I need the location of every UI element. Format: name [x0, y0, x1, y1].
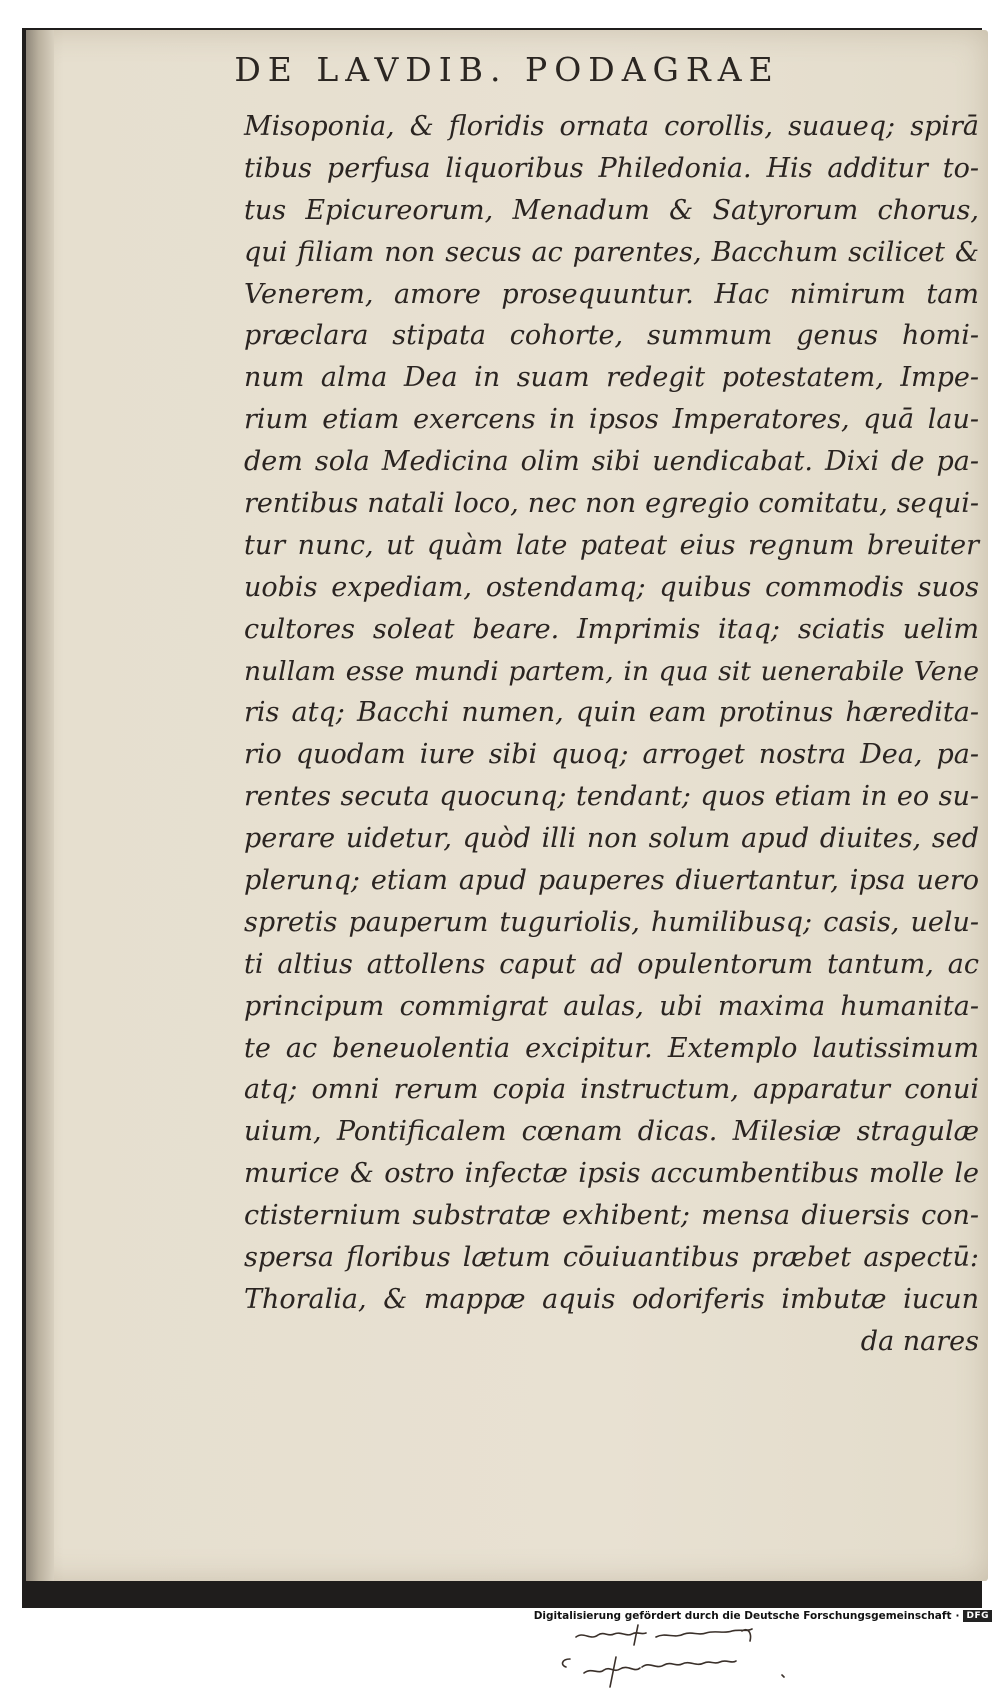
text-line: atq; omni rerum copia instructum, apparatur conui — [244, 1074, 979, 1106]
text-line: spretis pauperum tuguriolis, humilibusq; casis, uelu- — [244, 906, 979, 938]
text-line: rio quodam iure sibi quoq; arroget nostra Dea, pa- — [244, 739, 979, 771]
page-gutter — [26, 30, 54, 1581]
text-line: nullam esse mundi partem, in qua sit uenerabile Vene — [244, 655, 979, 687]
text-line: tibus perfusa liquoribus Philedonia. His additur to- — [244, 152, 979, 184]
digitization-credit — [534, 1607, 992, 1625]
text-line: tus Epicureorum, Menadum & Satyrorum chorus, — [244, 194, 979, 226]
text-line: plerunq; etiam apud pauperes diuertantur, ipsa uero — [244, 865, 979, 897]
text-line: rentibus natali loco, nec non egregio comitatu, sequi- — [244, 488, 979, 520]
text-line: perare uidetur, quòd illi non solum apud diuites, sed — [244, 823, 979, 855]
text-line: Venerem, amore prosequuntur. Hac nimirum tam — [244, 278, 979, 310]
book-page — [26, 30, 988, 1581]
text-line: Misoponia, & floridis ornata corollis, suaueq; spirā — [244, 111, 979, 142]
text-line: ris atq; Bacchi numen, quin eam protinus hæredita- — [244, 697, 979, 729]
text-line: Thoralia, & mappæ aquis odoriferis imbutæ iucun — [244, 1283, 979, 1315]
text-line: ti altius attollens caput ad opulentorum tantum, ac — [244, 948, 979, 980]
text-block — [244, 106, 979, 1363]
text-line: ctisternium substratæ exhibent; mensa diuersis con- — [244, 1200, 979, 1232]
text-line: præclara stipata cohorte, summum genus homi- — [244, 320, 979, 352]
text-line: spersa floribus lætum cōuiuantibus præbet aspectū: — [244, 1242, 979, 1274]
text-line: rium etiam exercens in ipsos Imperatores, quā lau- — [244, 404, 979, 436]
dfg-logo: DFG — [963, 1610, 992, 1622]
text-line: dem sola Medicina olim sibi uendicabat. Dixi de pa- — [244, 446, 979, 478]
running-head: DE LAVDIB. PODAGRAE — [234, 50, 780, 89]
handwritten-annotation — [546, 1615, 846, 1695]
text-line: rentes secuta quocunq; tendant; quos etiam in eo su- — [244, 781, 979, 813]
text-line: murice & ostro infectæ ipsis accumbentibus molle le — [244, 1158, 979, 1190]
text-line: uium, Pontificalem cœnam dicas. Milesiæ stragulæ — [244, 1116, 979, 1148]
text-line: principum commigrat aulas, ubi maxima humanita- — [244, 990, 979, 1022]
text-line: uobis expediam, ostendamq; quibus commodis suos — [244, 571, 979, 603]
catchword: da nares — [860, 1325, 979, 1357]
text-line: te ac beneuolentia excipitur. Extemplo lautissimum — [244, 1032, 979, 1064]
text-line: qui filiam non secus ac parentes, Bacchum scilicet & — [244, 236, 979, 268]
text-line: tur nunc, ut quàm late pateat eius regnum breuiter — [244, 529, 979, 561]
text-line: cultores soleat beare. Imprimis itaq; sciatis uelim — [244, 613, 979, 645]
credit-text: Digitalisierung gefördert durch die Deutsche Forschungsgemeinschaft — [533, 1610, 952, 1622]
separator-dot: · — [955, 1610, 960, 1622]
text-line: num alma Dea in suam redegit potestatem, Impe- — [244, 362, 979, 394]
